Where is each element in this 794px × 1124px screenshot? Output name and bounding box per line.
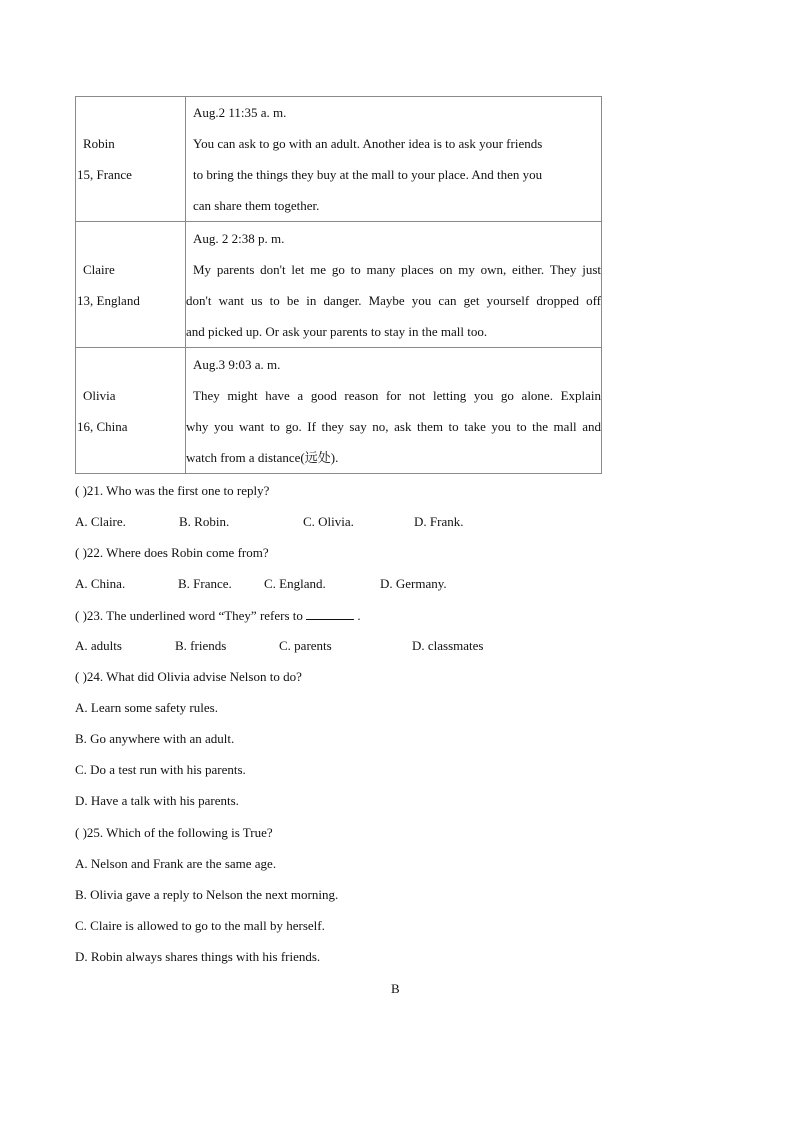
option-d[interactable]: D. Robin always shares things with his friends.: [75, 949, 321, 964]
reply-line: You can ask to go with an adult. Another idea is to ask your friends: [193, 136, 543, 151]
question-24: ( )24. What did Olivia advise Nelson to do?: [75, 669, 302, 684]
reply-message: [186, 97, 602, 222]
option-b[interactable]: B. Olivia gave a reply to Nelson the next morning.: [75, 887, 339, 902]
reply-row-robin: [76, 97, 602, 222]
reply-line: They might have a good reason for not letting you go alone. Explain: [193, 387, 601, 403]
reply-line: and picked up. Or ask your parents to stay in the mall too.: [186, 323, 488, 339]
author-name: Olivia: [83, 387, 116, 403]
replies-table: [75, 96, 602, 474]
question-stem: ( )23. The underlined word “They” refers to: [75, 608, 307, 623]
reply-time: Aug. 2 2:38 p. m.: [193, 230, 285, 246]
option-c[interactable]: C. Olivia.: [303, 514, 354, 529]
option-a[interactable]: A. adults: [75, 638, 122, 653]
option-b[interactable]: B. friends: [175, 638, 227, 653]
question-21: ( )21. Who was the first one to reply?: [75, 483, 270, 498]
section-label: B: [391, 981, 400, 996]
option-a[interactable]: A. Claire.: [75, 514, 126, 529]
reply-author: [76, 222, 186, 348]
option-c[interactable]: C. parents: [279, 638, 332, 653]
question-22: ( )22. Where does Robin come from?: [75, 545, 269, 560]
reply-row-olivia: [76, 348, 602, 474]
reply-time: Aug.3 9:03 a. m.: [193, 356, 281, 372]
reply-author: [76, 348, 186, 474]
reply-line: watch from a distance(远处).: [186, 449, 339, 465]
option-a[interactable]: A. Nelson and Frank are the same age.: [75, 856, 277, 871]
reply-line: can share them together.: [193, 198, 320, 213]
reply-line: My parents don't let me go to many places on my own, either. They just: [193, 261, 601, 277]
option-b[interactable]: B. Robin.: [179, 514, 230, 529]
option-c[interactable]: C. England.: [264, 576, 326, 591]
reply-time: Aug.2 11:35 a. m.: [193, 105, 287, 120]
reply-line: don't want us to be in danger. Maybe you can get yourself dropped off: [186, 292, 601, 308]
option-a[interactable]: A. China.: [75, 576, 126, 591]
option-b[interactable]: B. Go anywhere with an adult.: [75, 731, 235, 746]
reply-line: to bring the things they buy at the mall to your place. And then you: [193, 167, 543, 182]
option-c[interactable]: C. Claire is allowed to go to the mall by herself.: [75, 918, 325, 933]
reply-message: [186, 222, 602, 348]
option-a[interactable]: A. Learn some safety rules.: [75, 700, 218, 715]
option-b[interactable]: B. France.: [178, 576, 232, 591]
author-name: Robin: [83, 136, 115, 151]
author-age-country: 16, China: [77, 418, 128, 434]
option-d[interactable]: D. Frank.: [414, 514, 464, 529]
author-age-country: 15, France: [77, 167, 132, 182]
question-25: ( )25. Which of the following is True?: [75, 825, 273, 840]
reply-message: [186, 348, 602, 474]
answer-blank: [306, 607, 354, 620]
reply-line: why you want to go. If they say no, ask them to take you to the mall and: [186, 418, 601, 434]
author-name: Claire: [83, 261, 115, 277]
question-stem-end: .: [354, 608, 361, 623]
author-age-country: 13, England: [77, 292, 140, 308]
question-23: [75, 607, 361, 624]
reply-author: [76, 97, 186, 222]
option-d[interactable]: D. Germany.: [380, 576, 447, 591]
option-d[interactable]: D. classmates: [412, 638, 484, 653]
reply-row-claire: [76, 222, 602, 348]
option-c[interactable]: C. Do a test run with his parents.: [75, 762, 246, 777]
option-d[interactable]: D. Have a talk with his parents.: [75, 793, 239, 808]
